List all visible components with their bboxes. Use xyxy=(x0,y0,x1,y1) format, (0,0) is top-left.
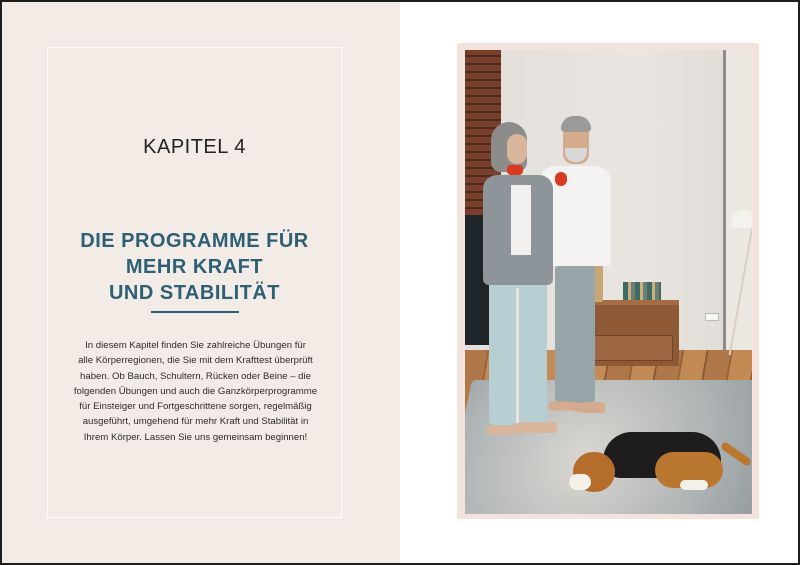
chapter-title xyxy=(48,228,341,306)
red-dumbbell xyxy=(555,172,567,186)
intro-paragraph xyxy=(60,338,331,445)
title-underline xyxy=(151,311,239,313)
body-line: alle Körperregionen, die Sie mit dem Krafttest überprüft xyxy=(78,355,313,367)
body-line: Ihrem Körper. Lassen Sie uns gemeinsam beginnen! xyxy=(83,431,308,443)
body-line: folgenden Übungen und auch die Ganzkörperprogramme xyxy=(73,385,318,397)
title-line: DIE PROGRAMME FÜR xyxy=(80,230,309,252)
woman-shirt xyxy=(511,185,531,255)
woman-feet xyxy=(487,422,557,438)
man-hair xyxy=(561,116,591,132)
woman-face xyxy=(507,134,527,164)
woman-legs xyxy=(489,278,547,426)
dog-muzzle xyxy=(569,474,591,490)
man-feet xyxy=(549,398,605,414)
body-line: In diesem Kapitel finden Sie zahlreiche Übungen für xyxy=(85,340,306,351)
book-spread xyxy=(2,2,798,563)
cabinet-drawer xyxy=(589,335,673,361)
floor-lamp xyxy=(731,210,752,228)
man-legs xyxy=(555,264,595,404)
books xyxy=(623,282,661,300)
inner-frame xyxy=(47,47,342,518)
power-outlet xyxy=(705,313,719,321)
left-page xyxy=(2,2,400,563)
dog-paw xyxy=(680,480,708,490)
body-line: für Einsteiger und Fortgeschrittene sorgen, regelmäßig xyxy=(79,401,312,413)
title-line: MEHR KRAFT xyxy=(125,256,264,278)
body-line: ausgeführt, umgehend für mehr Kraft und Stabilität in xyxy=(82,416,309,428)
title-line: UND STABILITÄT xyxy=(108,282,281,304)
red-dumbbell xyxy=(507,165,523,175)
chapter-label: KAPITEL 4 xyxy=(143,136,246,158)
couple-exercise-photo xyxy=(465,50,752,514)
body-line: haben. Ob Bauch, Schultern, Rücken oder Beine – die xyxy=(80,370,311,382)
wooden-cabinet xyxy=(583,300,679,366)
